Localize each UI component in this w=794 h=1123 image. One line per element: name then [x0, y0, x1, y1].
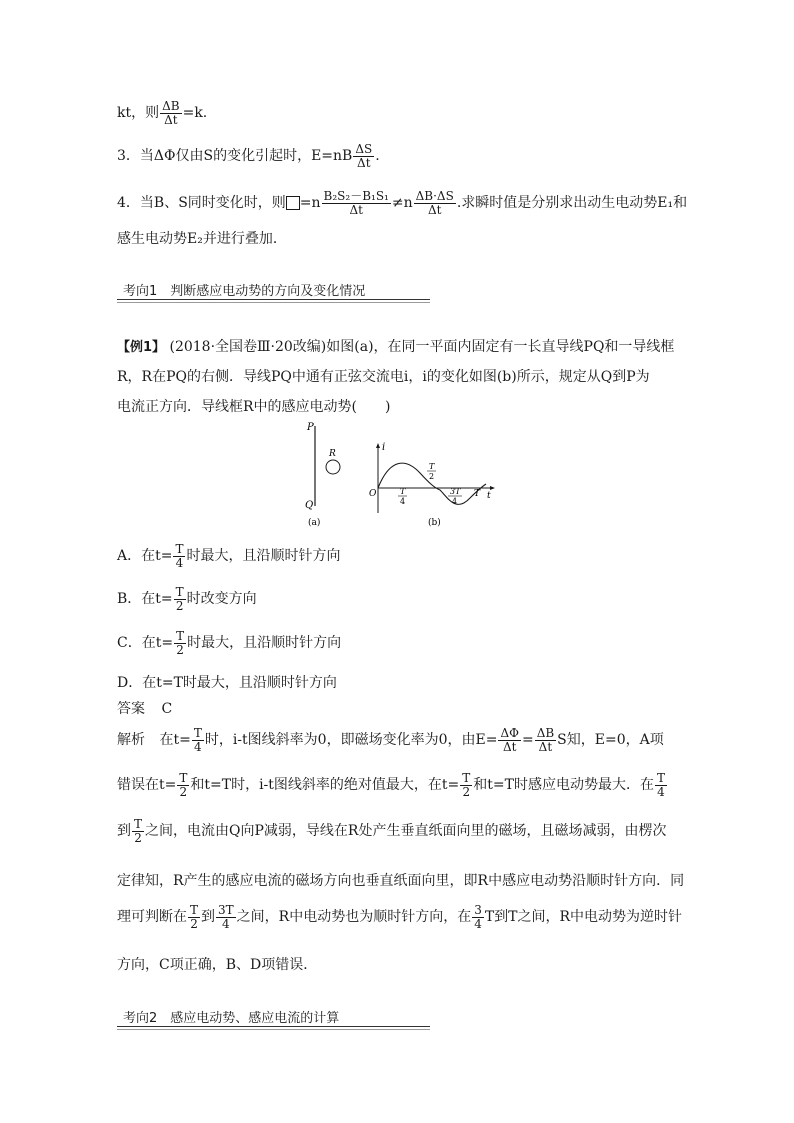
fraction [174, 586, 186, 612]
y-axis-arrow [376, 443, 380, 448]
numerator: T [656, 771, 665, 785]
text: R，R在PQ的右侧．导线PQ中通有正弦交流电i，i的变化如图(b)所示，规定从Q到P为 [117, 369, 650, 385]
text: (2018·全国卷Ⅲ·20改编)如图(a)，在同一平面内固定有一长直导线PQ和一导线框 [169, 339, 675, 355]
text: S知，E=0，A项 [557, 732, 664, 749]
text: 电流正方向．导线框R中的感应电动势( ) [117, 399, 391, 415]
numerator: T [179, 771, 188, 785]
analysis-line-1 [117, 727, 664, 753]
answer-value: C [161, 701, 173, 717]
text: =k. [182, 105, 208, 122]
text: 和t=T时感应电动势最大．在 [473, 777, 654, 794]
tick-T4-num: T [400, 487, 406, 496]
denominator: 2 [176, 642, 184, 657]
section-heading-2 [117, 1005, 430, 1027]
numerator: T [134, 817, 143, 831]
answer-label: 答案 [117, 701, 145, 717]
divider [117, 299, 430, 300]
label-Q: Q [305, 500, 314, 511]
text: 3．当ΔΦ仅由S的变化引起时，E=nB [117, 148, 353, 165]
numerator: 3T [218, 903, 234, 917]
denominator: Δt [164, 112, 178, 127]
denominator: 2 [175, 598, 184, 613]
section-heading-1 [117, 278, 430, 300]
numerator: 3 [474, 903, 482, 917]
heading-text: 考向2 感应电动势、感应电流的计算 [123, 1011, 340, 1026]
analysis-line-5 [117, 904, 682, 930]
numerator: ΔS [355, 142, 373, 156]
text: 4．当B、S同时变化时，则 [117, 195, 286, 212]
analysis-label: 解析 [117, 732, 145, 749]
label-O: O [369, 489, 377, 499]
analysis-line-4 [117, 870, 684, 890]
text: 时最大，且沿顺时针方向 [186, 548, 341, 565]
fraction [132, 818, 144, 844]
fraction [322, 190, 391, 216]
option-B [117, 586, 257, 612]
text: 到 [117, 823, 131, 840]
tick-T4-den: 4 [400, 497, 406, 506]
denominator: 2 [179, 784, 188, 799]
fraction [655, 772, 667, 798]
label-R: R [329, 449, 336, 459]
fraction [160, 100, 181, 126]
numerator: ΔΦ [500, 726, 519, 740]
denominator: 4 [194, 739, 202, 754]
empty-box-icon [286, 196, 300, 210]
text: 理可判断在 [117, 909, 187, 926]
text: . [375, 148, 380, 165]
item-4 [117, 190, 687, 216]
text: 感生电动势E₂并进行叠加． [117, 231, 287, 247]
text: .求瞬时值是分别求出动生电动势E₁和 [456, 195, 688, 212]
numerator: T [462, 771, 471, 785]
loop-R [326, 460, 340, 474]
analysis-line-3 [117, 818, 666, 844]
denominator: 4 [175, 555, 184, 570]
fraction [472, 904, 484, 930]
fraction [414, 190, 456, 216]
numerator: T [175, 585, 184, 599]
text: 时，i-t图线斜率为0，即磁场变化率为0，由E= [204, 732, 498, 749]
fraction [498, 727, 521, 753]
numerator: ΔB·ΔS [415, 189, 454, 203]
denominator: 2 [462, 784, 471, 799]
denominator: 4 [474, 916, 482, 931]
divider [117, 1026, 430, 1027]
numerator: T [193, 726, 202, 740]
label-t: t [487, 491, 491, 501]
text: 定律知，R产生的感应电流的磁场方向也垂直纸面向里，即R中感应电动势沿顺时针方向．同 [117, 873, 685, 889]
text: 之间，电流由Q向P减弱，导线在R处产生垂直纸面向里的磁场，且磁场减弱，由楞次 [145, 823, 667, 840]
denominator: Δt [357, 155, 371, 170]
denominator: 4 [222, 916, 230, 931]
label-P: P [307, 422, 314, 433]
text: kt，则 [117, 105, 160, 122]
tick-T: T [474, 489, 481, 499]
numerator: B₂S₂－B₁S₁ [323, 189, 389, 203]
fraction [192, 727, 204, 753]
tick-T2-num: T [429, 462, 435, 471]
text: 方向，C项正确，B、D项错误． [117, 957, 318, 973]
text: 之间，R中电动势也为顺时针方向，在 [236, 909, 472, 926]
denominator: Δt [427, 202, 442, 217]
divider [117, 302, 430, 303]
text: 错误在t= [117, 777, 177, 794]
label-i: i [382, 442, 386, 453]
text: 在t= [159, 732, 191, 749]
figure [290, 418, 510, 533]
option-A [117, 543, 340, 569]
numerator: ΔB [536, 726, 555, 740]
numerator: T [175, 542, 184, 556]
heading-text: 考向1 判断感应电动势的方向及变化情况 [123, 284, 366, 299]
denominator: Δt [538, 739, 553, 754]
denominator: 2 [190, 916, 198, 931]
text: T到T之间，R中电动势为逆时针 [484, 909, 683, 926]
fraction [535, 727, 556, 753]
divider [117, 1029, 430, 1030]
fraction [177, 772, 189, 798]
example-tag: 【例1】 [117, 340, 166, 355]
fraction [216, 904, 236, 930]
option-C [117, 630, 341, 656]
fraction [460, 772, 472, 798]
fraction [174, 630, 186, 656]
numerator: T [190, 903, 199, 917]
text: =n [299, 195, 321, 212]
text: C．在t= [117, 635, 174, 652]
text: A．在t= [117, 548, 173, 565]
denominator: Δt [502, 739, 517, 754]
numerator: T [176, 629, 185, 643]
text: 时改变方向 [186, 591, 257, 608]
tick-3T4-den: 4 [452, 497, 458, 506]
fraction [353, 143, 374, 169]
text: 到 [201, 909, 216, 926]
x-axis-arrow [490, 486, 495, 490]
text: 和t=T时，i-t图线斜率的绝对值最大，在t= [190, 777, 460, 794]
fraction [173, 543, 185, 569]
text: D．在t=T时最大，且沿顺时针方向 [117, 675, 337, 691]
denominator: Δt [349, 202, 363, 217]
analysis-line-6 [117, 954, 317, 974]
label-b: (b) [428, 518, 441, 528]
text: B．在t= [117, 591, 173, 608]
item-4-line2 [117, 228, 287, 248]
text: ≠n [391, 195, 413, 212]
item-3 [117, 143, 380, 169]
tick-T2-den: 2 [429, 472, 435, 481]
line-kt [117, 100, 207, 126]
text: = [521, 732, 534, 749]
denominator: 4 [657, 784, 665, 799]
label-a: (a) [308, 518, 321, 528]
option-D [117, 672, 337, 692]
numerator: ΔB [162, 99, 180, 113]
answer [117, 698, 172, 718]
example-line-3 [117, 396, 390, 416]
example-line-1 [117, 336, 674, 356]
example-line-2 [117, 366, 650, 386]
text: 时最大，且沿顺时针方向 [187, 635, 342, 652]
denominator: 2 [134, 830, 142, 845]
fraction [188, 904, 200, 930]
tick-3T4-num: 3T [450, 487, 461, 496]
analysis-line-2 [117, 772, 668, 798]
